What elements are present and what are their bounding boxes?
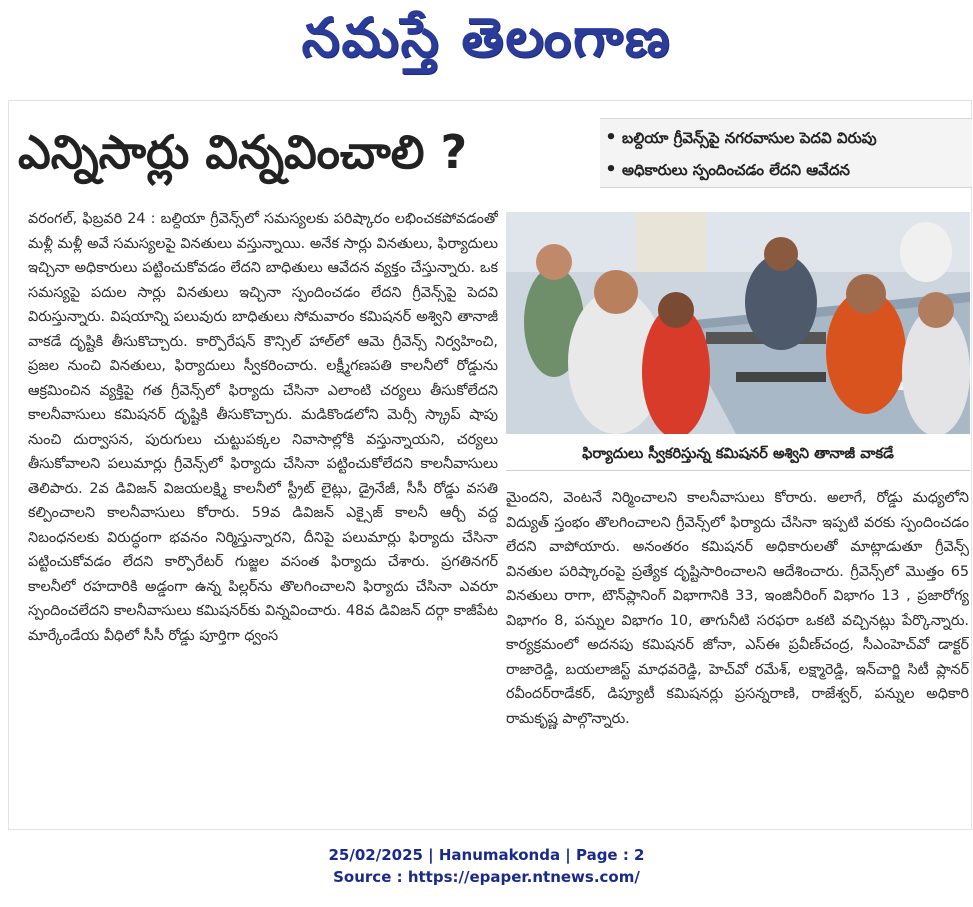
highlight-item bbox=[600, 123, 972, 153]
bullet-icon: • bbox=[605, 159, 617, 180]
highlight-item bbox=[600, 155, 972, 185]
footer-source-link[interactable]: Source : https://epaper.ntnews.com/ bbox=[333, 868, 640, 886]
news-photo bbox=[506, 212, 970, 434]
bullet-icon: • bbox=[605, 127, 617, 148]
newspaper-logo: నమస్తే తెలంగాణ bbox=[301, 5, 672, 69]
article-body-right-column: మైందని, వెంటనే నిర్మించాలని కాలనీవాసులు కోరారు. అలాగే, రోడ్డు మధ్యలోని విద్యుత్ స్తంభం తొలగించాలని గ్రీవెన్స్‌లో ఫిర్యాదు చేసినా ఇప్పటి వరకు స్పందించడం లేదని వాపోయారు. అనంతరం కమిషనర్ అధికారులతో మాట్లాడుతూ గ్రీవెన్స్ వినతుల పరిష్కారంపై ప్రత్యేక దృష్టిసారించాలని ఆదేశించారు. గ్రీవెన్స్‌లో మొత్తం 65 వినతులు రాగా, టౌన్‌ప్లానింగ్ విభాగానికి 33, ఇంజినీరింగ్ విభాగం 13 , ప్రజారోగ్య విభాగం 8, పన్నుల విభాగం 10, తాగునీటి సరఫరా ఒకటి వచ్చినట్లు పేర్కొన్నారు. కార్యక్రమంలో అదనపు కమిషనర్ జోనా, ఎస్‌ఈ ప్రవీణ్‌చంద్ర, సీఎంహెచ్‌వో డాక్టర్ రాజారెడ్డి, బయలాజిస్ట్ మాధవరెడ్డి, హెచ్‌వో రమేశ్, లక్ష్మారెడ్డి, ఇన్‌చార్జి సిటీ ప్లానర్ రవీందర్‌రాడేకర్, డిప్యూటీ కమిషనర్లు ప్రసన్నరాణి, రాజేశ్వర్, పన్నుల అధికారి రామకృష్ణ పాల్గొన్నారు. bbox=[506, 490, 969, 727]
highlight-text: అధికారులు స్పందించడం లేదని ఆవేదన bbox=[622, 161, 850, 179]
highlights-box bbox=[600, 118, 972, 188]
article-body-left-column: వరంగల్, ఫిబ్రవరి 24 : బల్దియా గ్రీవెన్స్‌లో సమస్యలకు పరిష్కారం లభించకపోవడంతో మళ్లీ మళ్లీ అవే సమస్యలపై వినతులు వస్తున్నాయి. అనేక సార్లు వినతులు, ఫిర్యాదులు ఇచ్చినా అధికారులు పట్టించుకోవడం లేదని బాధితులు ఆవేదన వ్యక్తం చేస్తున్నారు. ఒక సమస్యపై పదుల సార్లు వినతులు ఇచ్చినా స్పందించడం లేదని గ్రీవెన్స్‌పై పెదవి విరుస్తున్నారు. విషయాన్ని పలువురు బాధితులు సోమవారం కమిషనర్ అశ్విని తానాజీ వాకడే దృష్టికి తీసుకొచ్చారు. కార్పొరేషన్ కౌన్సిల్ హాల్‌లో ఆమె గ్రీవెన్స్ నిర్వహించి, ప్రజల నుంచి వినతులు, ఫిర్యాదులు స్వీకరించారు. లక్ష్మీగణపతి కాలనీలో రోడ్డును ఆక్రమించిన వ్యక్తిపై గత గ్రీవెన్స్‌లో ఫిర్యాదు చేసినా ఎలాంటి చర్యలు తీసుకోలేదని కాలనీవాసులు కమిషనర్ దృష్టికి తీసుకొచ్చారు. మడికొండలోని మెర్సీ స్క్రాప్ షాపు నుంచి దుర్వాసన, పురుగులు చుట్టుపక్కల నివాసాల్లోకి వస్తున్నాయని, చర్యలు తీసుకోవాలని పలుమార్లు గ్రీవెన్స్‌లో ఫిర్యాదు చేసినా పట్టించుకోలేదని కాలనీవాసులు తెలిపారు. 2వ డివిజన్ విజయలక్ష్మి కాలనీలో స్ట్రీట్ లైట్లు, డ్రైనేజీ, సీసీ రోడ్డు వసతి కల్పించాలని కాలనీవాసులు కోరారు. 59వ డివిజన్ ఎక్సైజ్ కాలనీ ఆర్చీ వద్ద నిబంధనలకు విరుద్ధంగా భవనం నిర్మిస్తున్నారని, దీనిపై పలుమార్లు ఫిర్యాదు చేసినా పట్టించుకోవడం లేదని కార్పొరేటర్ గుజ్జల వసంత ఫిర్యాదు చేశారు. ప్రగతినగర్ కాలనీలో రహదారికి అడ్డంగా ఉన్న పిల్లర్‌ను తొలగించాలని ఫిర్యాదు చేసినా ఎవరూ స్పందించలేదని కాలనీవాసులు కమిషనర్‌కు విన్నవించారు. 48వ డివిజన్ దర్గా కాజీపేట మార్కేండేయ వీధిలో సీసీ రోడ్డు పూర్తిగా ధ్వంస bbox=[28, 211, 498, 644]
news-photo-illustration bbox=[506, 212, 970, 434]
footer-date-edition-page: 25/02/2025 | Hanumakonda | Page : 2 bbox=[328, 846, 645, 864]
highlight-text: బల్దియా గ్రీవెన్స్‌పై నగరవాసుల పెదవి విరుపు bbox=[622, 129, 877, 147]
article-headline: ఎన్నిసార్లు విన్నవించాలి ? bbox=[18, 125, 468, 179]
photo-caption: ఫిర్యాదులు స్వీకరిస్తున్న కమిషనర్ అశ్విని తానాజీ వాకడే bbox=[506, 438, 970, 471]
